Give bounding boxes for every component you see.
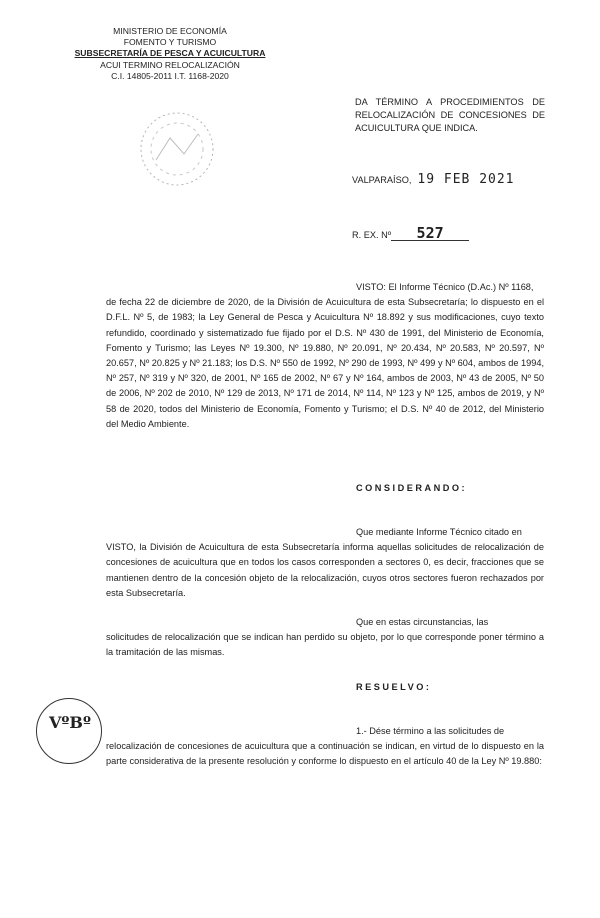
approval-stamp-icon — [36, 698, 102, 764]
resolution-number — [352, 226, 469, 241]
considerando1-text: VISTO, la División de Acuicultura de esta Subsecretaría informa aquellas solicitudes de relocalización de concesiones de acuicultura que en todos los casos corresponden a sectores 0, es decir, fracciones que se mantienen dentro de la concesión objeto de la relocalización, cuyos otros sectores fueron rechazados por esta Subsecretaría. — [106, 542, 544, 598]
considerando2-first-line: Que en estas circunstancias, las — [356, 617, 489, 627]
considerando1-first-line: Que mediante Informe Técnico citado en — [356, 527, 522, 537]
date-stamp: 19 FEB 2021 — [417, 172, 515, 187]
considerando-paragraph-1 — [106, 525, 544, 601]
date-label: VALPARAÍSO, — [352, 175, 412, 185]
resuelvo1-text: relocalización de concesiones de acuicultura que a continuación se indican, en virtud de lo dispuesto en la parte considerativa de la presente resolución y conforme lo dispuesto en el artículo 40 de la Ley Nº 19.880: — [106, 741, 544, 767]
ministry-header — [70, 26, 270, 82]
visto-paragraph — [106, 280, 544, 432]
faded-seal-icon — [136, 108, 218, 190]
header-subject: ACUI TERMINO RELOCALIZACIÓN — [100, 59, 240, 70]
visto-first-line: VISTO: El Informe Técnico (D.Ac.) Nº 1168, — [356, 282, 534, 292]
document-title: DA TÉRMINO A PROCEDIMIENTOS DE RELOCALIZACIÓN DE CONCESIONES DE ACUICULTURA QUE INDICA. — [355, 97, 545, 133]
resolution-number-value: 527 — [391, 226, 469, 241]
approval-stamp-mark: VºBº — [49, 713, 91, 732]
resuelvo-heading: RESUELVO: — [356, 682, 432, 692]
header-subsecretaria: SUBSECRETARÍA DE PESCA Y ACUICULTURA — [74, 48, 266, 59]
visto-text: de fecha 22 de diciembre de 2020, de la División de Acuicultura de esta Subsecretaría; lo dispuesto en el D.F.L. Nº 5, de 1983; la Ley General de Pesca y Acuicultura Nº 18.892 y sus modificaciones, cuyo texto refundido, coordinado y sistematizado fue fijado por el D.S. Nº 430 de 1991, del Ministerio de Economía, Fomento y Turismo; las Leyes Nº 19.300, Nº 19.880, Nº 20.091, Nº 20.434, Nº 20.583, Nº 20.597, Nº 20.657, Nº 20.825 y Nº 21.183; los D.S. Nº 550 de 1992, Nº 290 de 1993, Nº 499 y Nº 604, ambos de 1994, Nº 257, Nº 319 y Nº 320, de 2001, Nº 165 de 2002, Nº 67 y Nº 164, ambos de 2003, Nº 43 de 2005, Nº 50 de 2006, Nº 202 de 2010, Nº 129 de 2013, Nº 171 de 2014, Nº 114, Nº 123 y Nº 125, ambos de 2019, y Nº 58 de 2020, todos del Ministerio de Economía, Fomento y Turismo; el D.S. Nº 40 de 2012, del Ministerio del Medio Ambiente. — [106, 297, 544, 429]
header-ministry: MINISTERIO DE ECONOMÍA — [113, 26, 227, 36]
considerando-heading: CONSIDERANDO: — [356, 483, 468, 493]
resuelvo1-first-line: 1.- Dése término a las solicitudes de — [356, 726, 505, 736]
resolution-label: R. EX. Nº — [352, 230, 392, 240]
considerando2-text: solicitudes de relocalización que se indican han perdido su objeto, por lo que corresponde poner término a la tramitación de las mismas. — [106, 632, 544, 658]
header-department: FOMENTO Y TURISMO — [123, 37, 217, 48]
resuelvo-paragraph-1 — [106, 724, 544, 770]
header-reference: C.I. 14805-2011 I.T. 1168-2020 — [111, 70, 229, 81]
document-date — [352, 172, 515, 187]
considerando-paragraph-2 — [106, 615, 544, 661]
